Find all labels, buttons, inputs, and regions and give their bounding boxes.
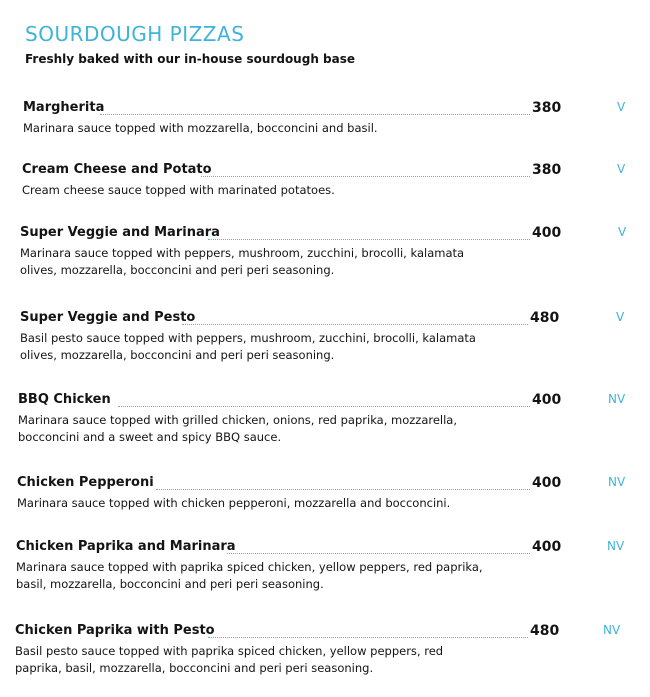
menu-item: [0, 623, 650, 675]
dot-leader: [201, 176, 530, 177]
dot-leader: [182, 324, 528, 325]
item-description: Cream cheese sauce topped with marinated potatoes.: [22, 183, 335, 197]
dot-leader: [100, 114, 530, 115]
item-price: 400: [532, 475, 562, 491]
menu-item: [0, 162, 650, 197]
dot-leader: [156, 489, 530, 490]
diet-badge: NV: [608, 392, 626, 406]
item-price: 480: [530, 623, 560, 639]
item-name: Chicken Pepperoni: [17, 475, 154, 490]
item-price: 380: [532, 162, 562, 178]
diet-badge: V: [618, 225, 627, 239]
item-name: Chicken Paprika and Marinara: [16, 539, 236, 554]
item-description: Basil pesto sauce topped with peppers, mushroom, zucchini, brocolli, kalamata olives, mozzarella, bocconcini and peri peri seasoning.: [20, 331, 476, 362]
diet-badge: NV: [603, 623, 621, 637]
item-description: Basil pesto sauce topped with paprika spiced chicken, yellow peppers, red paprika, basil, mozzarella, bocconcini and peri peri seasoning.: [15, 644, 444, 675]
dot-leader: [208, 239, 530, 240]
dot-leader: [118, 406, 530, 407]
item-price: 380: [532, 100, 562, 116]
diet-badge: V: [617, 100, 626, 114]
item-price: 400: [532, 392, 562, 408]
item-description: Marinara sauce topped with chicken pepperoni, mozzarella and bocconcini.: [17, 496, 451, 510]
section-title: SOURDOUGH PIZZAS: [25, 22, 245, 46]
diet-badge: NV: [607, 539, 625, 553]
menu-item: [0, 310, 650, 362]
item-price: 400: [532, 225, 562, 241]
diet-badge: V: [616, 310, 625, 324]
menu-item: [0, 539, 650, 591]
item-description: Marinara sauce topped with grilled chicken, onions, red paprika, mozzarella, bocconcini and a sweet and spicy BBQ sauce.: [18, 413, 458, 444]
item-name: Cream Cheese and Potato: [22, 162, 212, 177]
diet-badge: NV: [608, 475, 626, 489]
item-description: Marinara sauce topped with peppers, mushroom, zucchini, brocolli, kalamata olives, mozzarella, bocconcini and peri peri seasoning.: [20, 246, 465, 277]
item-description: Marinara sauce topped with mozzarella, bocconcini and basil.: [23, 121, 378, 135]
dot-leader: [227, 553, 530, 554]
item-description: Marinara sauce topped with paprika spiced chicken, yellow peppers, red paprika, basil, mozzarella, bocconcini and peri peri seasoning.: [16, 560, 483, 591]
menu-item: [0, 475, 650, 510]
item-name: Chicken Paprika with Pesto: [15, 623, 215, 638]
section-subtitle: Freshly baked with our in-house sourdough base: [25, 52, 356, 66]
menu-item: [0, 225, 650, 277]
item-price: 400: [532, 539, 562, 555]
dot-leader: [208, 637, 528, 638]
item-name: Super Veggie and Marinara: [20, 225, 220, 240]
item-price: 480: [530, 310, 560, 326]
item-name: BBQ Chicken: [18, 392, 111, 407]
menu-item: [0, 392, 650, 444]
item-name: Super Veggie and Pesto: [20, 310, 196, 325]
menu-item: [0, 100, 650, 135]
diet-badge: V: [617, 162, 626, 176]
item-name: Margherita: [23, 100, 105, 115]
